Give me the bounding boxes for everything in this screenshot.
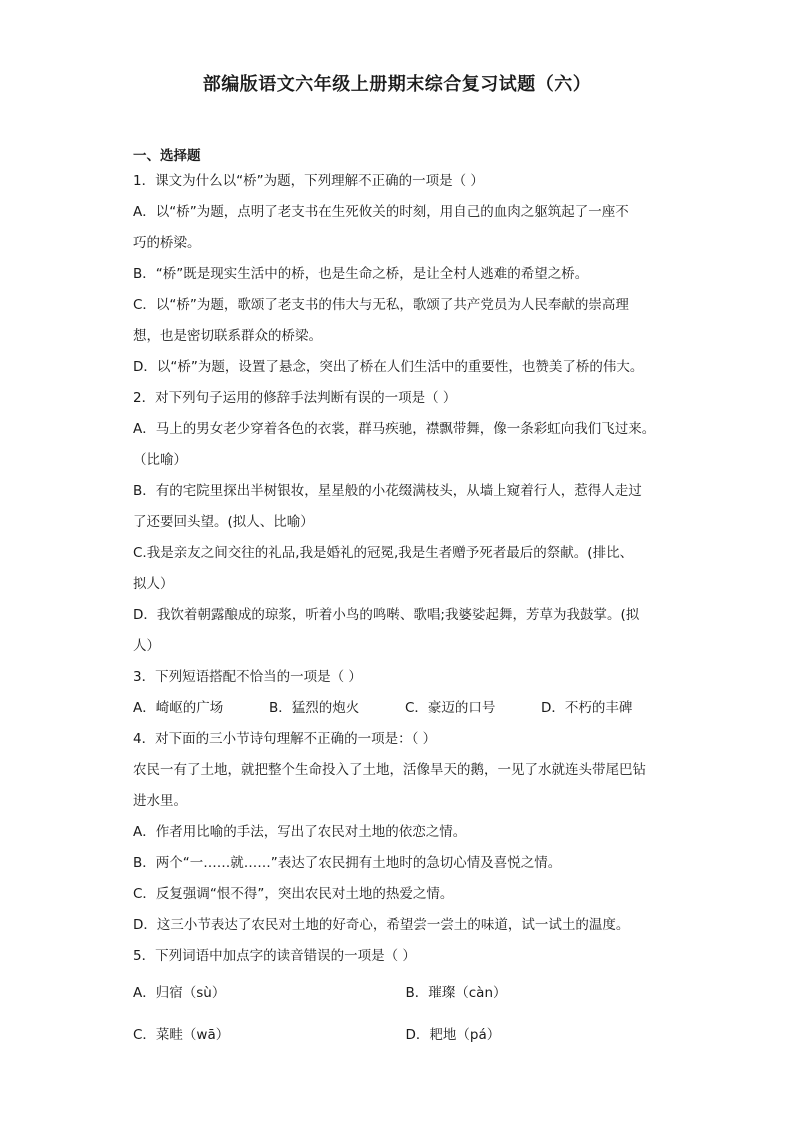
question-4-option-d: D．这三小节表达了农民对土地的好奇心，希望尝一尝土的味道，试一试土的温度。	[133, 917, 630, 933]
question-4-stem: 4．对下面的三小节诗句理解不正确的一项是：（ ）	[133, 731, 437, 747]
page-title: 部编版语文六年级上册期末综合复习试题（六）	[202, 74, 592, 95]
question-4-poem-cont: 进水里。	[133, 793, 187, 809]
question-5-option-b: B．璀璨（càn）	[405, 985, 507, 1001]
question-2-option-d-cont: 人）	[133, 638, 160, 654]
question-2-option-b: B．有的宅院里探出半树银妆，星星般的小花缀满枝头，从墙上窥着行人，惹得人走过	[133, 483, 642, 499]
question-1-option-c-cont: 想，也是密切联系群众的桥梁。	[133, 328, 322, 344]
question-3-option-b: B．猛烈的炮火	[269, 700, 360, 716]
question-1-option-a: A．以“桥”为题，点明了老支书在生死攸关的时刻，用自己的血肉之躯筑起了一座不	[133, 204, 629, 220]
question-5-options-row-1	[133, 972, 678, 1014]
question-5-stem: 5．下列词语中加点字的读音错误的一项是（ ）	[133, 948, 416, 964]
question-4-option-c: C．反复强调“恨不得”，突出农民对土地的热爱之情。	[133, 886, 454, 902]
question-4-option-b: B．两个“一……就……”表达了农民拥有土地时的急切心情及喜悦之情。	[133, 855, 562, 871]
question-3-stem: 3．下列短语搭配不恰当的一项是（ ）	[133, 669, 362, 685]
question-1-option-c: C．以“桥”为题，歌颂了老支书的伟大与无私，歌颂了共产党员为人民奉献的崇高理	[133, 297, 629, 313]
document-content	[133, 146, 678, 1056]
question-2-option-a-cont: （比喻）	[133, 452, 187, 468]
question-3-options	[133, 693, 678, 724]
question-5-option-d: D．耙地（pá）	[405, 1027, 501, 1043]
question-5-option-c: C．菜畦（wā）	[133, 1027, 230, 1043]
question-4-option-a: A．作者用比喻的手法，写出了农民对土地的依恋之情。	[133, 824, 467, 840]
question-2-option-c-cont: 拟人）	[133, 576, 174, 592]
question-1-option-b: B．“桥”既是现实生活中的桥，也是生命之桥，是让全村人逃难的希望之桥。	[133, 266, 589, 282]
question-3-option-d: D．不朽的丰碑	[541, 700, 633, 716]
question-2-option-d: D．我饮着朝露酿成的琼浆，听着小鸟的鸣啭、歌唱;我婆娑起舞，芳草为我鼓掌。(拟	[133, 607, 640, 623]
question-2-option-a: A．马上的男女老少穿着各色的衣裳，群马疾驰，襟飘带舞，像一条彩虹向我们飞过来。	[133, 421, 656, 437]
question-1-option-d: D．以“桥”为题，设置了悬念，突出了桥在人们生活中的重要性，也赞美了桥的伟大。	[133, 359, 644, 375]
question-2-stem: 2．对下列句子运用的修辞手法判断有误的一项是（ ）	[133, 390, 457, 406]
question-5-option-a: A．归宿（sù）	[133, 985, 226, 1001]
question-2-option-b-cont: 了还要回头望。(拟人、比喻）	[133, 514, 314, 530]
question-4-poem: 农民一有了土地，就把整个生命投入了土地，活像旱天的鹅，一见了水就连头带尾巴钻	[133, 762, 646, 778]
question-1-option-a-cont: 巧的桥梁。	[133, 235, 201, 251]
section-heading: 一、选择题	[133, 148, 201, 164]
question-2-option-c: C.我是亲友之间交往的礼品,我是婚礼的冠冕,我是生者赠予死者最后的祭献。(排比、	[133, 545, 634, 561]
question-3-option-a: A．崎岖的广场	[133, 700, 224, 716]
question-3-option-c: C．豪迈的口号	[405, 700, 496, 716]
question-5-options-row-2	[133, 1014, 678, 1056]
question-1-stem: 1．课文为什么以“桥”为题，下列理解不正确的一项是（ ）	[133, 173, 484, 189]
